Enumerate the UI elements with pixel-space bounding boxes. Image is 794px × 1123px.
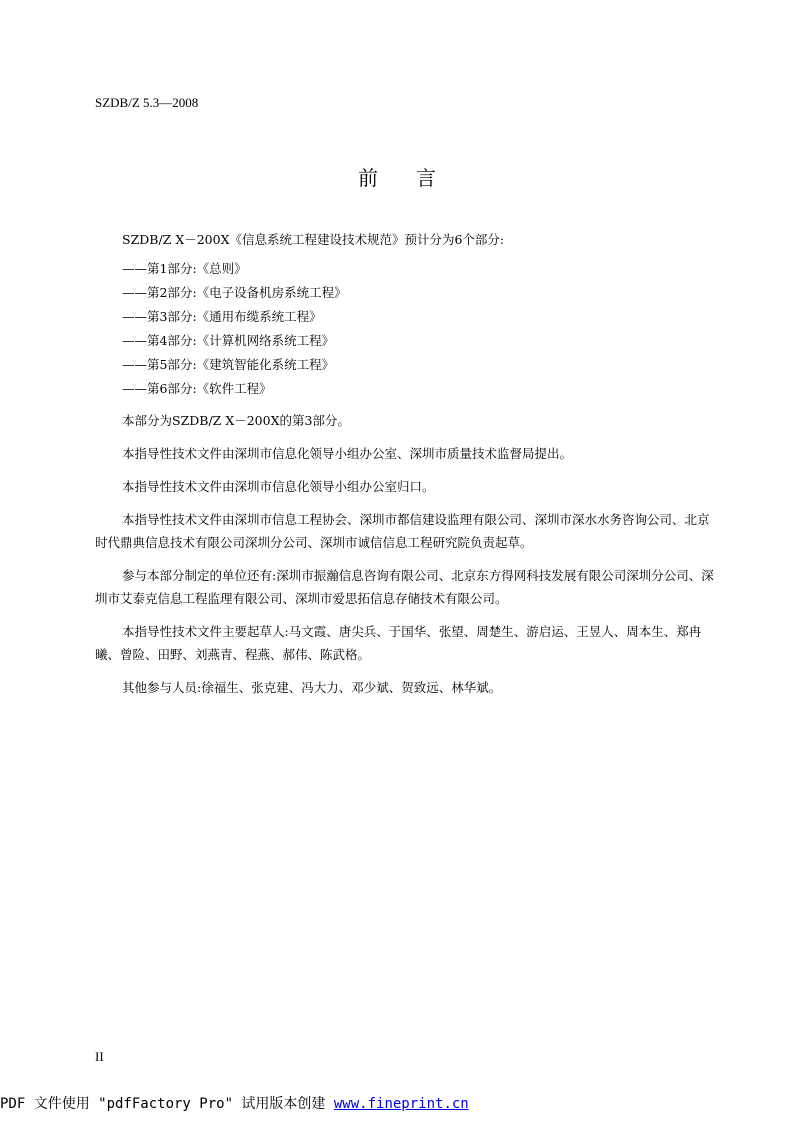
intro-paragraph: SZDB/Z X－200X《信息系统工程建设技术规范》预计分为6个部分: <box>122 232 505 247</box>
document-body <box>95 228 720 709</box>
paragraph: 本指导性技术文件由深圳市信息化领导小组办公室归口。 <box>122 479 435 494</box>
paragraph: 其他参与人员:徐福生、张克建、冯大力、邓少斌、贺致远、林华斌。 <box>122 680 502 695</box>
list-item: ——第6部分:《软件工程》 <box>122 381 272 396</box>
footer-text: PDF 文件使用 "pdfFactory Pro" 试用版本创建 <box>0 1096 334 1112</box>
fineprint-link[interactable]: www.fineprint.cn <box>333 1096 469 1112</box>
parts-list <box>95 257 720 401</box>
page-number: II <box>95 1049 104 1064</box>
list-item: ——第2部分:《电子设备机房系统工程》 <box>122 285 347 300</box>
list-item: ——第5部分:《建筑智能化系统工程》 <box>122 357 335 372</box>
paragraph: 本部分为SZDB/Z X－200X的第3部分。 <box>122 413 350 428</box>
list-item: ——第1部分:《总则》 <box>122 261 247 276</box>
pdf-footer <box>0 1093 469 1113</box>
paragraph: 参与本部分制定的单位还有:深圳市振瀚信息咨询有限公司、北京东方得网科技发展有限公司深圳分公司、深圳市艾泰克信息工程监理有限公司、深圳市爱思拓信息存储技术有限公司。 <box>95 568 714 606</box>
list-item: ——第4部分:《计算机网络系统工程》 <box>122 333 335 348</box>
document-code: SZDB/Z 5.3—2008 <box>95 95 199 110</box>
page-title: 前言 <box>358 166 474 190</box>
paragraph: 本指导性技术文件由深圳市信息工程协会、深圳市都信建设监理有限公司、深圳市深水水务咨询公司、北京时代鼎典信息技术有限公司深圳分公司、深圳市诚信信息工程研究院负责起草。 <box>95 512 710 550</box>
list-item: ——第3部分:《通用布缆系统工程》 <box>122 309 322 324</box>
paragraph: 本指导性技术文件主要起草人:马文霞、唐尖兵、于国华、张望、周楚生、游启运、王昱人、周本生、郑冉曦、曾险、田野、刘燕青、程燕、郝伟、陈武格。 <box>95 624 702 662</box>
paragraph: 本指导性技术文件由深圳市信息化领导小组办公室、深圳市质量技术监督局提出。 <box>122 446 573 461</box>
